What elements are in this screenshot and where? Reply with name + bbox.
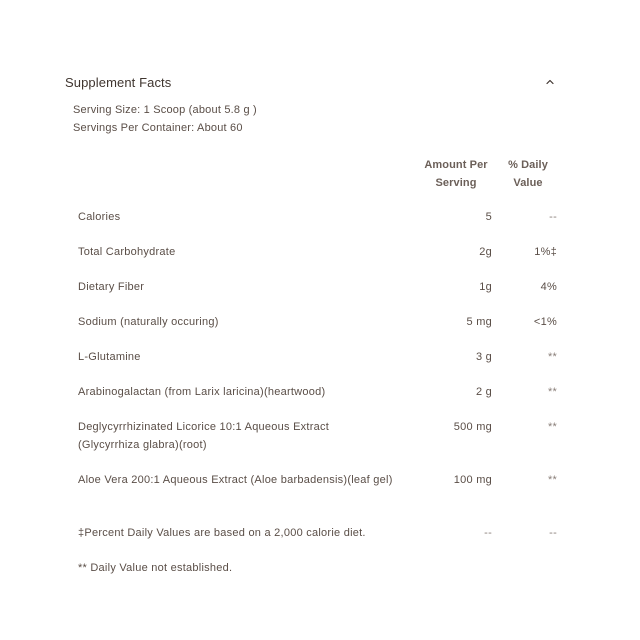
nutrient-daily-value: <1% <box>533 316 557 328</box>
servings-per-container: Servings Per Container: About 60 <box>73 122 243 134</box>
nutrient-name: Sodium (naturally occuring) <box>78 316 219 328</box>
nutrient-amount: 2g <box>479 246 492 258</box>
column-header-dv-line2: Value <box>513 177 543 189</box>
serving-size: Serving Size: 1 Scoop (about 5.8 g ) <box>73 104 257 116</box>
nutrient-amount: 5 <box>485 211 492 223</box>
nutrient-daily-value: 4% <box>540 281 557 293</box>
nutrient-daily-value: ** <box>547 386 557 398</box>
nutrient-name: Arabinogalactan (from Larix laricina)(heartwood) <box>78 386 326 398</box>
nutrient-amount: 100 mg <box>453 474 492 486</box>
nutrient-name: Deglycyrrhizinated Licorice 10:1 Aqueous Extract (Glycyrrhiza glabra)(root) <box>78 421 330 451</box>
column-header-dv-line1: % Daily <box>508 159 548 171</box>
nutrient-amount: 500 mg <box>453 421 492 433</box>
column-header-daily-value <box>500 156 556 192</box>
nutrient-amount: 1g <box>479 281 492 293</box>
supplement-facts-accordion-toggle[interactable] <box>64 72 564 94</box>
nutrient-daily-value: ** <box>547 351 557 363</box>
nutrient-daily-value: -- <box>549 211 557 223</box>
column-header-amount <box>419 156 493 192</box>
nutrient-amount: 2 g <box>475 386 492 398</box>
accordion-title: Supplement Facts <box>65 75 172 90</box>
chevron-up-icon[interactable] <box>544 76 556 88</box>
nutrient-daily-value: ** <box>547 421 557 433</box>
nutrient-amount: 3 g <box>475 351 492 363</box>
footnote-daily-values: ‡Percent Daily Values are based on a 2,000 calorie diet. <box>78 527 366 539</box>
nutrient-name: Total Carbohydrate <box>78 246 176 258</box>
footnote-daily-value: -- <box>549 527 557 539</box>
nutrient-name: Aloe Vera 200:1 Aqueous Extract (Aloe barbadensis)(leaf gel) <box>78 474 393 486</box>
footnote-not-established: ** Daily Value not established. <box>78 562 233 574</box>
footnote-amount: -- <box>484 527 492 539</box>
nutrient-daily-value: ** <box>547 474 557 486</box>
column-header-amount-line1: Amount Per <box>424 159 488 171</box>
nutrient-name: Dietary Fiber <box>78 281 145 293</box>
nutrient-name: Calories <box>78 211 121 223</box>
nutrient-name: L-Glutamine <box>78 351 141 363</box>
column-header-amount-line2: Serving <box>435 177 477 189</box>
nutrient-amount: 5 mg <box>466 316 492 328</box>
nutrient-daily-value: 1%‡ <box>534 246 557 258</box>
